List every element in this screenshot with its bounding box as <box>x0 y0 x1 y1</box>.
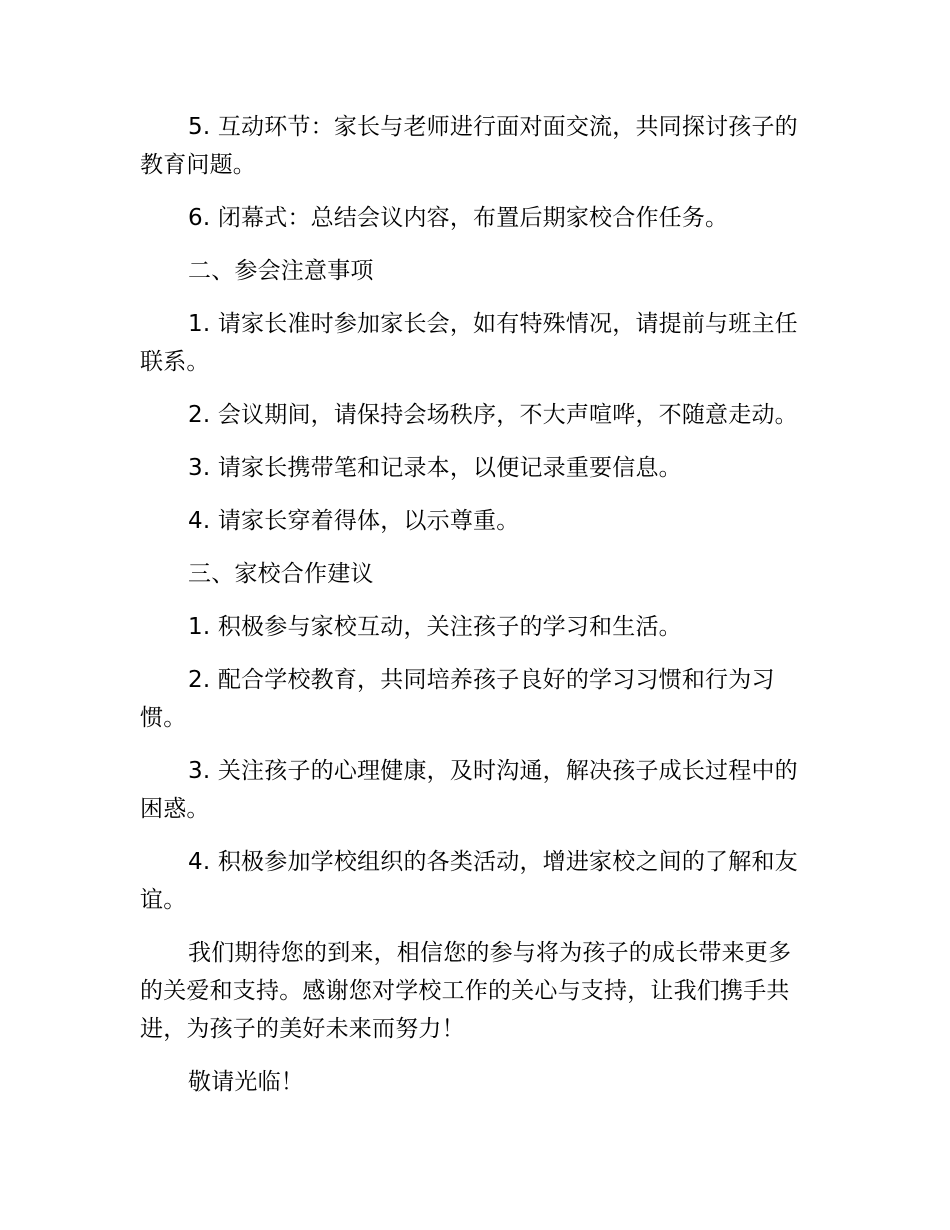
note-item-punctuality: 1. 请家长准时参加家长会，如有特殊情况，请提前与班主任联系。 <box>140 311 798 375</box>
suggestion-item-mental-health: 3. 关注孩子的心理健康，及时沟通，解决孩子成长过程中的困惑。 <box>140 758 798 822</box>
note-item-order: 2. 会议期间，请保持会场秩序，不大声喧哗，不随意走动。 <box>188 402 798 428</box>
agenda-item-interaction: 5. 互动环节：家长与老师进行面对面交流，共同探讨孩子的教育问题。 <box>140 114 798 178</box>
closing-paragraph: 我们期待您的到来，相信您的参与将为孩子的成长带来更多的关爱和支持。感谢您对学校工作的关心与支持，让我们携手共进，为孩子的美好未来而努力！ <box>140 940 792 1042</box>
section-heading-notes: 二、参会注意事项 <box>188 258 374 284</box>
suggestion-item-participate: 1. 积极参与家校互动，关注孩子的学习和生活。 <box>188 614 682 640</box>
note-item-dress: 4. 请家长穿着得体，以示尊重。 <box>188 508 520 534</box>
document-page <box>140 108 812 1116</box>
suggestion-item-habits: 2. 配合学校教育，共同培养孩子良好的学习习惯和行为习惯。 <box>140 667 775 731</box>
invitation-closing: 敬请光临！ <box>188 1069 304 1095</box>
agenda-item-closing: 6. 闭幕式：总结会议内容，布置后期家校合作任务。 <box>188 205 729 231</box>
section-heading-suggestions: 三、家校合作建议 <box>188 561 374 587</box>
note-item-notebook: 3. 请家长携带笔和记录本，以便记录重要信息。 <box>188 455 682 481</box>
suggestion-item-activities: 4. 积极参加学校组织的各类活动，增进家校之间的了解和友谊。 <box>140 849 798 913</box>
